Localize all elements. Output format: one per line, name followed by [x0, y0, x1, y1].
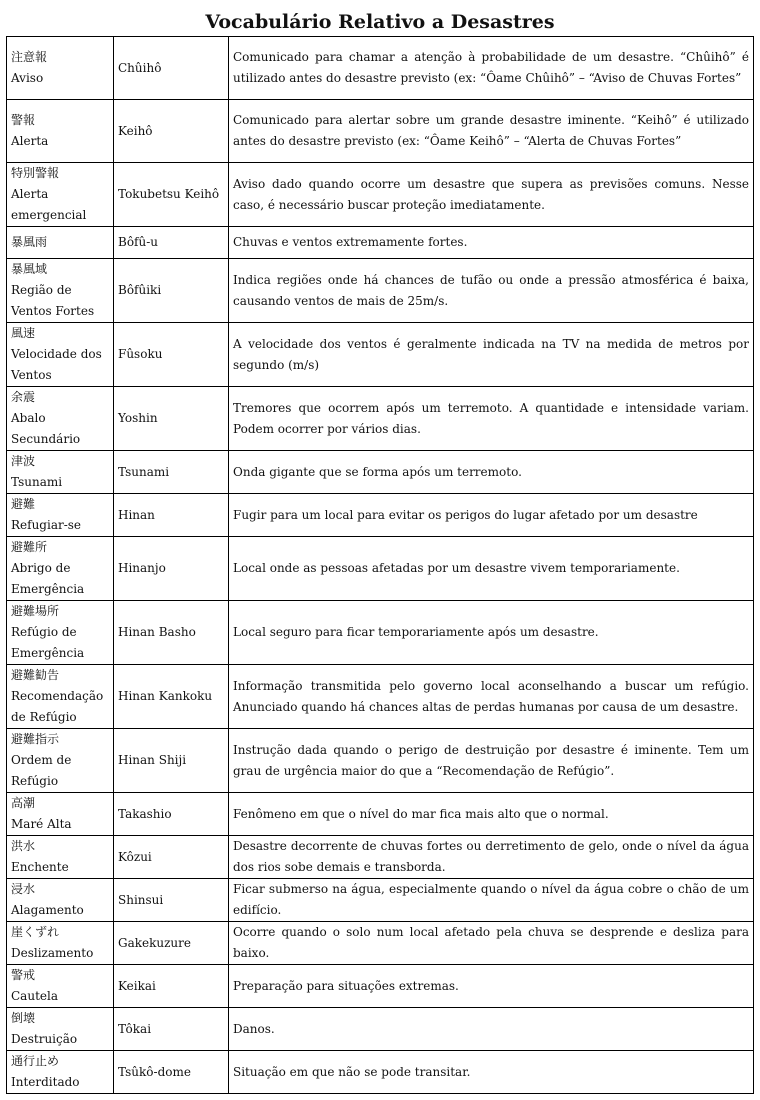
- description-cell: Comunicado para alertar sobre um grande desastre iminente. “Keihô” é utilizado antes do desastre previsto (ex: “Ôame Keihô” – “Alerta de Chuvas Fortes”: [229, 100, 754, 163]
- table-row: [7, 259, 754, 323]
- portuguese-term: Abalo Secundário: [11, 411, 81, 446]
- portuguese-term: Ordem de Refúgio: [11, 753, 72, 788]
- description-cell: Local onde as pessoas afetadas por um desastre vivem temporariamente.: [229, 537, 754, 601]
- vocabulary-table: [6, 36, 754, 1094]
- term-cell: [7, 451, 114, 494]
- table-row: [7, 323, 754, 387]
- portuguese-term: Cautela: [11, 989, 58, 1003]
- japanese-term: 洪水: [11, 839, 36, 853]
- term-cell: [7, 601, 114, 665]
- description-cell: Situação em que não se pode transitar.: [229, 1051, 754, 1094]
- portuguese-term: Abrigo de Emergência: [11, 561, 85, 596]
- japanese-term: 通行止め: [11, 1054, 60, 1068]
- portuguese-term: Maré Alta: [11, 817, 72, 831]
- term-cell: [7, 227, 114, 259]
- description-cell: Ficar submerso na água, especialmente quando o nível da água cobre o chão de um edifício.: [229, 879, 754, 922]
- romaji-cell: Hinan Shiji: [114, 729, 229, 793]
- romaji-cell: Hinan Basho: [114, 601, 229, 665]
- portuguese-term: Refúgio de Emergência: [11, 625, 85, 660]
- description-cell: Onda gigante que se forma após um terremoto.: [229, 451, 754, 494]
- description-cell: Fenômeno em que o nível do mar fica mais alto que o normal.: [229, 793, 754, 836]
- term-cell: [7, 537, 114, 601]
- portuguese-term: Interditado: [11, 1075, 80, 1089]
- table-row: [7, 1008, 754, 1051]
- table-row: [7, 227, 754, 259]
- description-cell: Chuvas e ventos extremamente fortes.: [229, 227, 754, 259]
- romaji-cell: Hinan Kankoku: [114, 665, 229, 729]
- description-cell: Instrução dada quando o perigo de destruição por desastre é iminente. Tem um grau de urgência maior do que a “Recomendação de Refúgio”.: [229, 729, 754, 793]
- portuguese-term: Alerta: [11, 134, 49, 148]
- romaji-cell: Keihô: [114, 100, 229, 163]
- romaji-cell: Tsunami: [114, 451, 229, 494]
- term-cell: [7, 100, 114, 163]
- term-cell: [7, 259, 114, 323]
- term-cell: [7, 922, 114, 965]
- japanese-term: 暴風域: [11, 262, 48, 276]
- romaji-cell: Keikai: [114, 965, 229, 1008]
- portuguese-term: Destruição: [11, 1032, 78, 1046]
- table-row: [7, 836, 754, 879]
- term-cell: [7, 836, 114, 879]
- term-cell: [7, 879, 114, 922]
- romaji-cell: Tsûkô-dome: [114, 1051, 229, 1094]
- romaji-cell: Kôzui: [114, 836, 229, 879]
- japanese-term: 注意報: [11, 50, 48, 64]
- description-cell: Indica regiões onde há chances de tufão ou onde a pressão atmosférica é baixa, causando ventos de mais de 25m/s.: [229, 259, 754, 323]
- japanese-term: 倒壊: [11, 1011, 36, 1025]
- vocabulary-table-body: [7, 37, 754, 1094]
- table-row: [7, 922, 754, 965]
- portuguese-term: Aviso: [11, 71, 44, 85]
- romaji-cell: Takashio: [114, 793, 229, 836]
- table-row: [7, 1051, 754, 1094]
- table-row: [7, 387, 754, 451]
- table-row: [7, 163, 754, 227]
- term-cell: [7, 665, 114, 729]
- japanese-term: 余震: [11, 390, 36, 404]
- description-cell: Aviso dado quando ocorre um desastre que supera as previsões comuns. Nesse caso, é necessário buscar proteção imediatamente.: [229, 163, 754, 227]
- term-cell: [7, 163, 114, 227]
- description-cell: Fugir para um local para evitar os perigos do lugar afetado por um desastre: [229, 494, 754, 537]
- portuguese-term: Recomendação de Refúgio: [11, 689, 104, 724]
- portuguese-term: Alerta emergencial: [11, 187, 87, 222]
- romaji-cell: Gakekuzure: [114, 922, 229, 965]
- term-cell: [7, 387, 114, 451]
- table-row: [7, 494, 754, 537]
- japanese-term: 暴風雨: [11, 235, 48, 249]
- romaji-cell: Tôkai: [114, 1008, 229, 1051]
- description-cell: Local seguro para ficar temporariamente após um desastre.: [229, 601, 754, 665]
- romaji-cell: Fûsoku: [114, 323, 229, 387]
- japanese-term: 警報: [11, 113, 36, 127]
- romaji-cell: Shinsui: [114, 879, 229, 922]
- portuguese-term: Refugiar-se: [11, 518, 82, 532]
- table-row: [7, 729, 754, 793]
- description-cell: Ocorre quando o solo num local afetado pela chuva se desprende e desliza para baixo.: [229, 922, 754, 965]
- japanese-term: 浸水: [11, 882, 36, 896]
- romaji-cell: Bôfû-u: [114, 227, 229, 259]
- term-cell: [7, 729, 114, 793]
- portuguese-term: Região de Ventos Fortes: [11, 283, 95, 318]
- romaji-cell: Tokubetsu Keihô: [114, 163, 229, 227]
- japanese-term: 避難指示: [11, 732, 60, 746]
- japanese-term: 崖くずれ: [11, 925, 60, 939]
- table-row: [7, 965, 754, 1008]
- japanese-term: 避難勧告: [11, 668, 60, 682]
- romaji-cell: Bôfûiki: [114, 259, 229, 323]
- table-row: [7, 537, 754, 601]
- term-cell: [7, 1008, 114, 1051]
- table-row: [7, 793, 754, 836]
- description-cell: Comunicado para chamar a atenção à probabilidade de um desastre. “Chûihô” é utilizado antes do desastre previsto (ex: “Ôame Chûihô” – “Aviso de Chuvas Fortes”: [229, 37, 754, 100]
- japanese-term: 風速: [11, 326, 36, 340]
- table-row: [7, 37, 754, 100]
- term-cell: [7, 793, 114, 836]
- japanese-term: 避難場所: [11, 604, 60, 618]
- portuguese-term: Enchente: [11, 860, 69, 874]
- term-cell: [7, 1051, 114, 1094]
- description-cell: Preparação para situações extremas.: [229, 965, 754, 1008]
- page-title: Vocabulário Relativo a Desastres: [205, 11, 555, 33]
- description-cell: A velocidade dos ventos é geralmente indicada na TV na medida de metros por segundo (m/s): [229, 323, 754, 387]
- table-row: [7, 451, 754, 494]
- romaji-cell: Chûihô: [114, 37, 229, 100]
- table-row: [7, 665, 754, 729]
- japanese-term: 高潮: [11, 796, 36, 810]
- japanese-term: 津波: [11, 454, 36, 468]
- romaji-cell: Hinan: [114, 494, 229, 537]
- portuguese-term: Deslizamento: [11, 946, 94, 960]
- portuguese-term: Tsunami: [11, 475, 63, 489]
- japanese-term: 特別警報: [11, 166, 60, 180]
- portuguese-term: Alagamento: [11, 903, 84, 917]
- japanese-term: 避難: [11, 497, 36, 511]
- romaji-cell: Yoshin: [114, 387, 229, 451]
- term-cell: [7, 965, 114, 1008]
- description-cell: Danos.: [229, 1008, 754, 1051]
- portuguese-term: Velocidade dos Ventos: [11, 347, 102, 382]
- japanese-term: 避難所: [11, 540, 48, 554]
- table-row: [7, 601, 754, 665]
- description-cell: Tremores que ocorrem após um terremoto. A quantidade e intensidade variam. Podem ocorrer por vários dias.: [229, 387, 754, 451]
- description-cell: Informação transmitida pelo governo local aconselhando a buscar um refúgio. Anunciado quando há chances altas de perdas humanas por causa de um desastre.: [229, 665, 754, 729]
- term-cell: [7, 37, 114, 100]
- term-cell: [7, 323, 114, 387]
- term-cell: [7, 494, 114, 537]
- table-row: [7, 100, 754, 163]
- japanese-term: 警戒: [11, 968, 36, 982]
- table-row: [7, 879, 754, 922]
- description-cell: Desastre decorrente de chuvas fortes ou derretimento de gelo, onde o nível da água dos rios sobe demais e transborda.: [229, 836, 754, 879]
- romaji-cell: Hinanjo: [114, 537, 229, 601]
